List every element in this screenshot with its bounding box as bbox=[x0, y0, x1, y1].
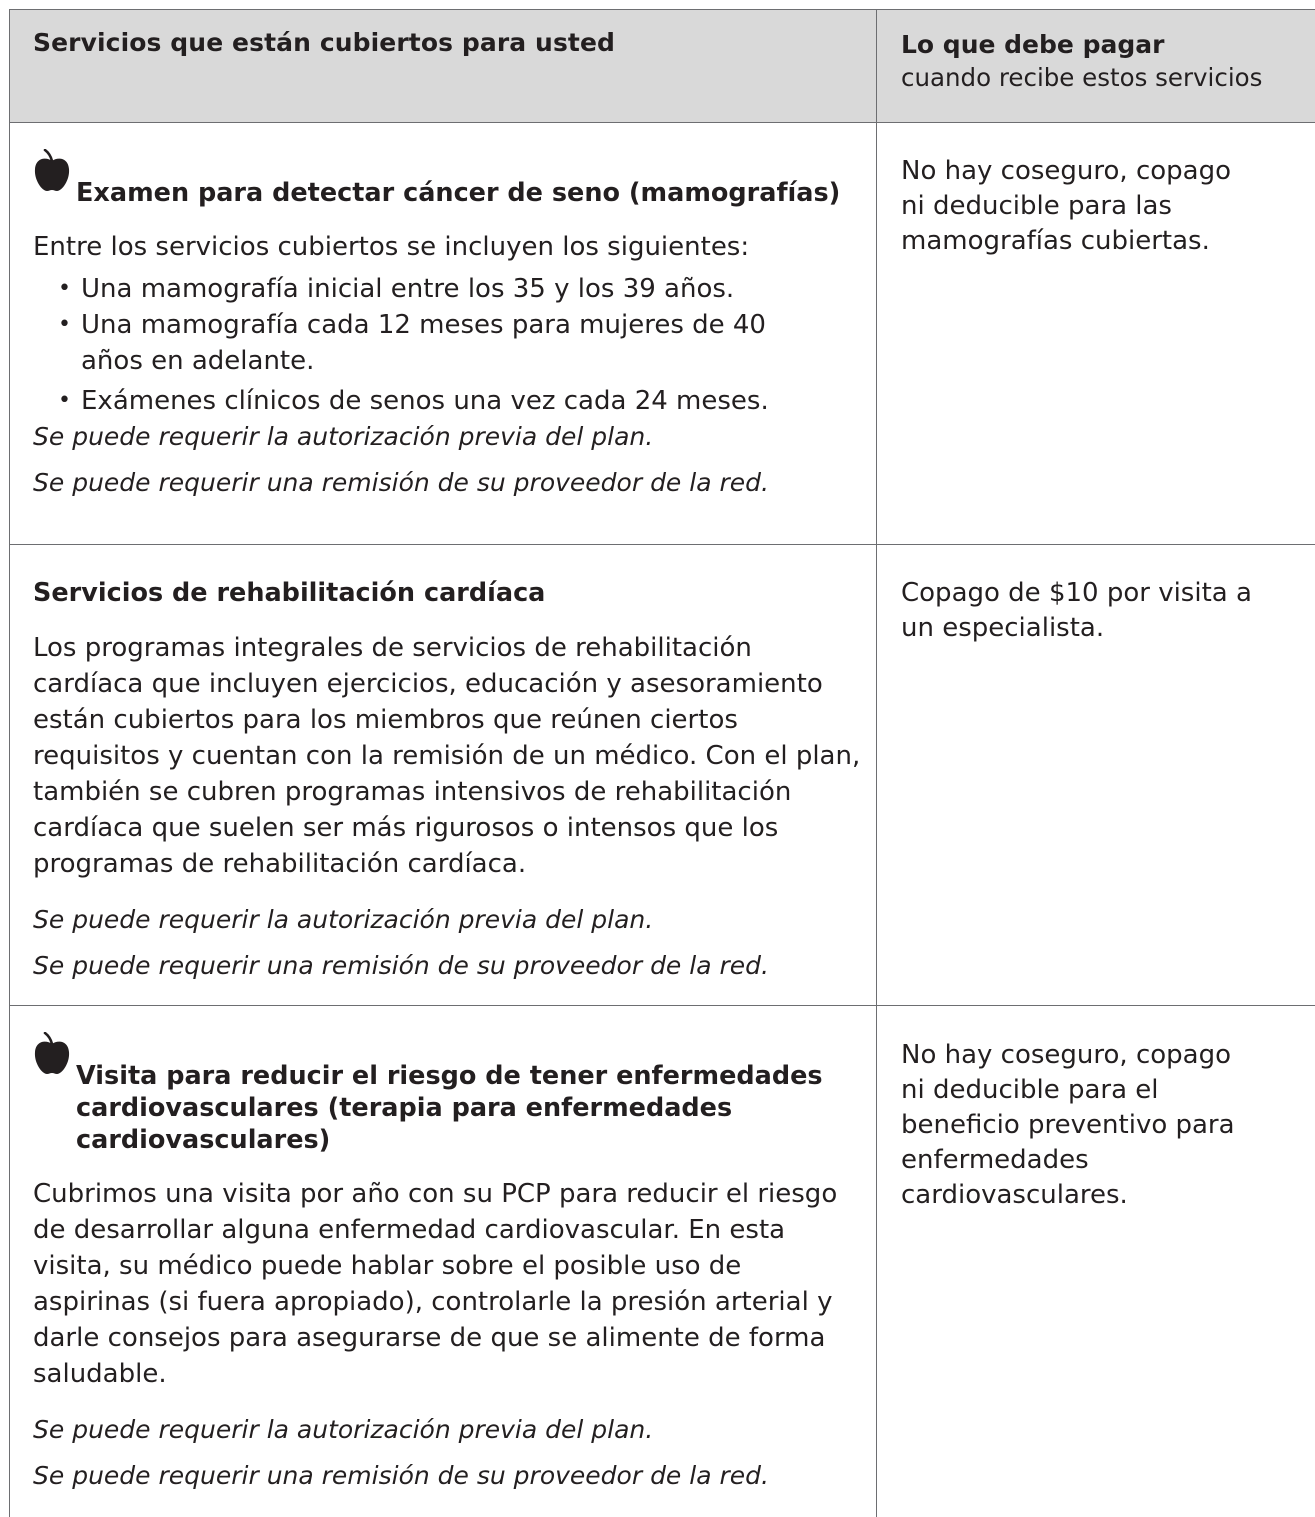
service-cell-mammography bbox=[33, 155, 863, 501]
list-item: • Una mamografía inicial entre los 35 y los 39 años. bbox=[58, 274, 735, 304]
service-title-row bbox=[33, 155, 863, 209]
service-title: Examen para detectar cáncer de seno (mamografías) bbox=[76, 178, 841, 208]
service-title: Visita para reducir el riesgo de tener enfermedades cardiovasculares (terapia para enfermedades cardiovasculares) bbox=[76, 1061, 823, 1155]
service-cell-cardiac-rehab bbox=[33, 576, 863, 984]
service-description: Los programas integrales de servicios de rehabilitación cardíaca que incluyen ejercicios, educación y asesoramiento están cubiertos para los miembros que reúnen ciertos requisitos y cuentan con la remisión de un médico. Con el plan, también se cubren programas intensivos de rehabilitación cardíaca que suelen ser más rigurosos o intensos que los programas de rehabilitación cardíaca. bbox=[33, 633, 861, 879]
service-note-referral: Se puede requerir una remisión de su proveedor de la red. bbox=[33, 468, 769, 497]
table-border-top bbox=[9, 9, 1315, 10]
row-divider bbox=[9, 544, 1315, 545]
column-header-cost-subtitle: cuando recibe estos servicios bbox=[901, 63, 1263, 92]
apple-icon bbox=[33, 1032, 71, 1076]
list-item: • Exámenes clínicos de senos una vez cada 24 meses. bbox=[58, 386, 769, 416]
service-title: Servicios de rehabilitación cardíaca bbox=[33, 578, 546, 608]
service-cell-cardiovascular-risk bbox=[33, 1038, 863, 1494]
service-note-authorization: Se puede requerir la autorización previa del plan. bbox=[33, 422, 654, 451]
row-divider bbox=[9, 1005, 1315, 1006]
column-header-cost: Lo que debe pagar bbox=[901, 30, 1165, 59]
column-divider bbox=[876, 9, 877, 1517]
column-header-services: Servicios que están cubiertos para usted bbox=[33, 28, 616, 57]
service-intro: Entre los servicios cubiertos se incluyen los siguientes: bbox=[33, 232, 750, 262]
cost-cell-cardiac-rehab: Copago de $10 por visita a un especialista. bbox=[901, 578, 1252, 643]
service-note-authorization: Se puede requerir la autorización previa del plan. bbox=[33, 905, 654, 934]
table-border-left bbox=[9, 9, 10, 1517]
cost-cell-mammography: No hay coseguro, copago ni deducible para las mamografías cubiertas. bbox=[901, 156, 1232, 256]
list-item: • Una mamografía cada 12 meses para mujeres de 40 años en adelante. bbox=[58, 310, 766, 376]
apple-icon bbox=[33, 149, 71, 193]
service-note-authorization: Se puede requerir la autorización previa del plan. bbox=[33, 1415, 654, 1444]
service-title-row bbox=[33, 1038, 863, 1156]
cost-cell-cardiovascular-risk: No hay coseguro, copago ni deducible para el beneficio preventivo para enfermedades cardiovasculares. bbox=[901, 1040, 1235, 1210]
service-description: Cubrimos una visita por año con su PCP para reducir el riesgo de desarrollar alguna enfermedad cardiovascular. En esta visita, su médico puede hablar sobre el posible uso de aspirinas (si fuera apropiado), controlarle la presión arterial y darle consejos para asegurarse de que se alimente de forma saludable. bbox=[33, 1179, 838, 1389]
service-note-referral: Se puede requerir una remisión de su proveedor de la red. bbox=[33, 951, 769, 980]
service-bullet-list bbox=[33, 271, 863, 419]
service-note-referral: Se puede requerir una remisión de su proveedor de la red. bbox=[33, 1461, 769, 1490]
row-divider bbox=[9, 122, 1315, 123]
